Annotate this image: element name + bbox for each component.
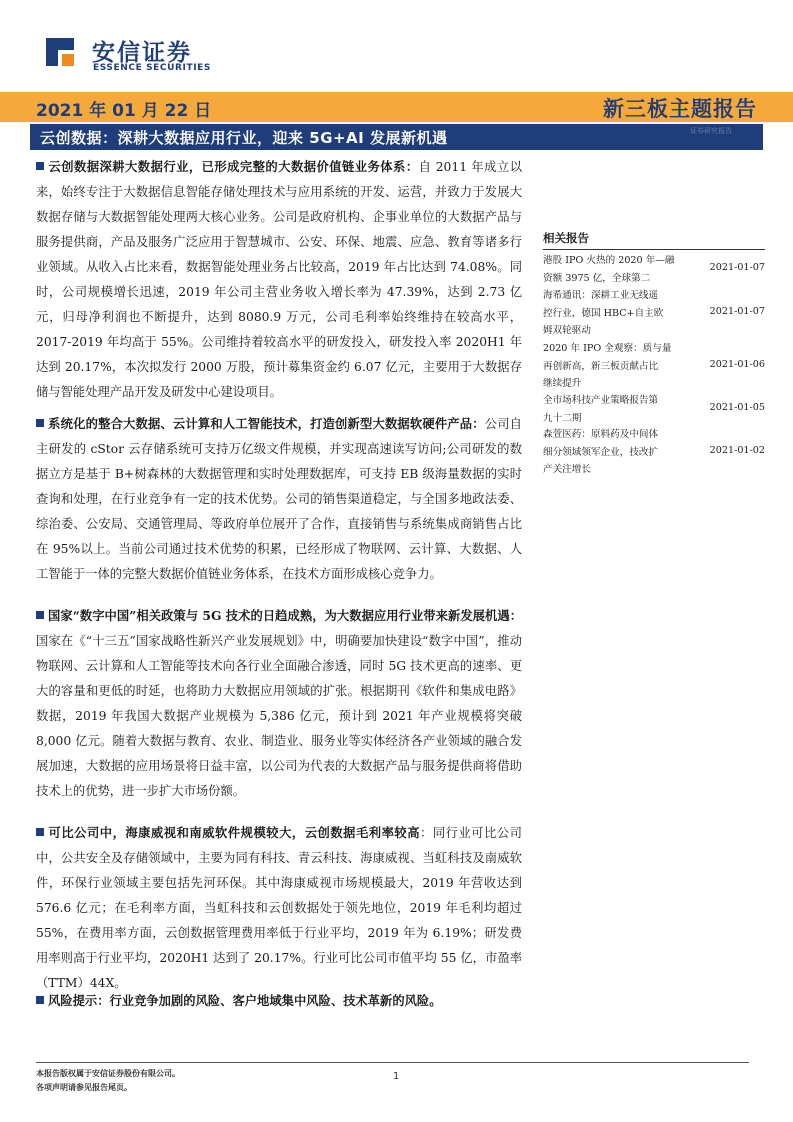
related-report-date: 2021-01-07 bbox=[709, 306, 765, 317]
footer-disclaimer: 各项声明请参见报告尾页。 bbox=[36, 1082, 132, 1092]
bullet-square-icon bbox=[36, 996, 44, 1004]
section-lead: 风险提示：行业竞争加剧的风险、客户地域集中风险、技术革新的风险。 bbox=[48, 993, 442, 1008]
related-reports-title: 相关报告 bbox=[543, 231, 589, 245]
related-report-line: 产关注增长 bbox=[543, 464, 591, 475]
report-type: 新三板主题报告 bbox=[603, 97, 757, 121]
bullet-square-icon bbox=[36, 611, 44, 619]
related-report-line: 全市场科技产业策略报告第 bbox=[543, 395, 659, 406]
related-report-line: 控行业，德国 HBC+自主欧 bbox=[543, 307, 664, 319]
section-lead: 系统化的整合大数据、云计算和人工智能技术，打造创新型大数据软硬件产品： bbox=[48, 416, 485, 431]
report-date: 2021 年 01 月 22 日 bbox=[36, 101, 212, 121]
footer-copyright: 本报告版权属于安信证券股份有限公司。 bbox=[36, 1068, 180, 1078]
section-paragraph bbox=[36, 820, 522, 996]
related-report-line: 海希通讯：深耕工业无线遥 bbox=[543, 290, 659, 301]
section-lead: 云创数据深耕大数据行业，已形成完整的大数据价值链业务体系： bbox=[48, 159, 419, 174]
page-number: 1 bbox=[393, 1071, 400, 1082]
related-report-item[interactable] bbox=[543, 252, 765, 287]
brand-name-en: ESSENCE SECURITIES bbox=[93, 63, 212, 73]
section-lead: 国家“数字中国”相关政策与 5G 技术的日趋成熟，为大数据应用行业带来新发展机遇： bbox=[48, 608, 522, 623]
related-report-line: 港股 IPO 火热的 2020 年—融 bbox=[543, 255, 675, 266]
essence-logo-icon bbox=[44, 36, 76, 68]
related-report-item[interactable] bbox=[543, 340, 765, 393]
related-report-line: 姆双轮驱动 bbox=[543, 325, 591, 336]
related-report-date: 2021-01-05 bbox=[709, 402, 765, 413]
related-report-line: 森萱医药：原料药及中间体 bbox=[543, 429, 659, 440]
related-report-item[interactable] bbox=[543, 392, 765, 427]
brand-name-cn: 安信证券 bbox=[92, 40, 192, 66]
bullet-square-icon bbox=[36, 419, 44, 427]
related-report-item[interactable] bbox=[543, 287, 765, 340]
section-paragraph bbox=[36, 411, 522, 587]
related-report-line: 资额 3975 亿，全球第二 bbox=[543, 272, 651, 284]
related-report-date: 2021-01-07 bbox=[709, 262, 765, 273]
footer-divider bbox=[36, 1062, 749, 1063]
section-paragraph bbox=[36, 603, 522, 804]
section-body: ：同行业可比公司中，公共安全及存储领域中，主要为同有科技、青云科技、海康威视、当虹科技及南威软件，环保行业领域主要包括先河环保。其中海康威视市场规模最大，2019 年营收达到 576.6 亿元；在毛利率方面，当虹科技和云创数据处于领先地位，2019 年毛利均超过 55%，在费用率方面，云创数据管理费用率低于行业平均，2019 年为 6.19%；研发费用率则高于行业平均，2020H1 达到了 20.17%。行业可比公司市值平均 55 亿，市盈率（TTM）44X。 bbox=[36, 826, 522, 990]
bullet-square-icon bbox=[36, 162, 44, 170]
related-report-item[interactable] bbox=[543, 426, 765, 479]
related-report-date: 2021-01-02 bbox=[709, 445, 765, 456]
related-report-line: 九十二期 bbox=[543, 412, 582, 424]
watermark-text: 证券研究报告 bbox=[690, 127, 732, 135]
risk-paragraph bbox=[36, 988, 522, 1014]
section-body: 国家在《“十三五”国家战略性新兴产业发展规划》中，明确要加快建设“数字中国”，推动物联网、云计算和人工智能等技术向各行业全面融合渗透，同时 5G 技术更高的速率、更大的容量和更低的时延，也将助力大数据应用领域的扩张。根据期刊《软件和集成电路》数据，2019 年我国大数据产业规模为 5,386 亿元，预计到 2021 年产业规模将突破 8,000 亿元。随着大数据与教育、农业、制造业、服务业等实体经济各产业领域的融合发展加速，大数据的应用场景将日益丰富，以公司为代表的大数据产品与服务提供商将借助技术上的优势，进一步扩大市场份额。 bbox=[36, 634, 522, 798]
related-report-date: 2021-01-06 bbox=[709, 359, 765, 370]
divider bbox=[543, 249, 765, 250]
related-report-line: 继续提升 bbox=[543, 378, 582, 389]
section-paragraph bbox=[36, 154, 522, 405]
related-report-line: 2020 年 IPO 全观察：质与量 bbox=[543, 343, 672, 354]
section-lead: 可比公司中，海康威视和南威软件规模较大，云创数据毛利率较高 bbox=[48, 825, 421, 840]
report-title: 云创数据：深耕大数据应用行业，迎来 5G+AI 发展新机遇 bbox=[40, 129, 448, 147]
bullet-square-icon bbox=[36, 828, 44, 836]
related-report-line: 再创新高，新三板贡献占比 bbox=[543, 360, 659, 372]
related-report-line: 细分领域领军企业，技改扩 bbox=[543, 446, 659, 458]
section-body: 自 2011 年成立以来，始终专注于大数据信息智能存储处理技术与应用系统的开发、运营，并致力于发展大数据存储与大数据智能处理两大核心业务。公司是政府机构、企事业单位的大数据产品与服务提供商，产品及服务广泛应用于智慧城市、公安、环保、地震、应急、教育等诸多行业领域。从收入占比来看，数据智能处理业务占比较高，2019 年占比达到 74.08%。同时，公司规模增长迅速，2019 年公司主营业务收入增长率为 47.39%，达到 2.73 亿元，归母净利润也不断提升，达到 8080.9 万元，公司毛利率始终维持在较高水平，2017-2019 年均高于 55%。公司维持着较高水平的研发投入，研发投入率 2020H1 年达到 20.17%，本次拟发行 2000 万股，预计募集资金约 6.07 亿元，主要用于大数据存储与智能处理产品开发及研发中心建设项目。 bbox=[36, 160, 522, 399]
section-body: 公司自主研发的 cStor 云存储系统可支持万亿级文件规模，并实现高速读写访问;公司研发的数据立方是基于 B+树森林的大数据管理和实时处理数据库，可支持 EB 级海量数据的实时查询和处理，在行业竞争有一定的技术优势。公司的销售渠道稳定，与全国多地政法委、综治委、公安局、交通管理局、等政府单位展开了合作，直接销售与系统集成商销售占比在 95%以上。当前公司通过技术优势的积累，已经形成了物联网、云计算、大数据、人工智能于一体的完整大数据价值链业务体系，在技术方面形成核心竞争力。 bbox=[36, 417, 522, 581]
